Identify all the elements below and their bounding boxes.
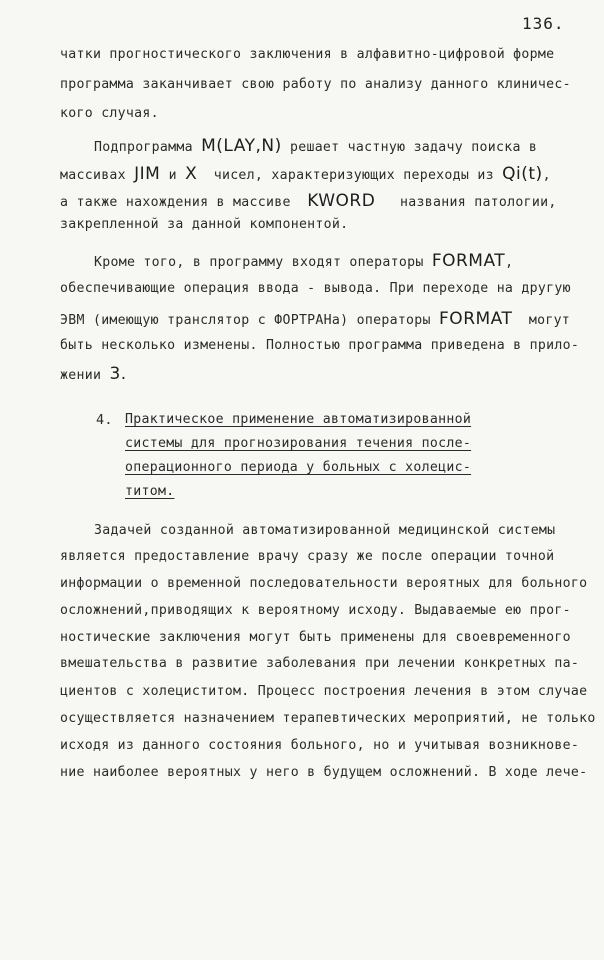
text-line: Подпрограмма M(LAY,N) решает частную задачу поиска в — [94, 136, 538, 156]
text-line: закрепленной за данной компонентой. — [60, 217, 349, 232]
handwritten-insert: FORMAT — [439, 309, 513, 329]
section-heading: операционного периода у больных с холецис- — [125, 460, 472, 475]
text-line: а также нахождения в массиве KWORD названия патологии, — [60, 191, 557, 211]
handwritten-insert: Qi(t) — [502, 164, 543, 184]
handwritten-insert: JIM — [134, 164, 161, 184]
text-line: быть несколько изменены. Полностью программа приведена в прило- — [60, 338, 580, 353]
handwritten-insert: FORMAT — [431, 251, 506, 271]
text-line: кого случая. — [60, 106, 159, 121]
text-line: обеспечивающие операция ввода - вывода. При переходе на другую — [60, 281, 571, 296]
text-line: программа заканчивает свою работу по анализу данного клиничес- — [60, 77, 571, 92]
section-heading: системы для прогнозирования течения после- — [125, 436, 472, 451]
text-line: осложнений,приводящих к вероятному исходу. Выдаваемые ею прог- — [60, 603, 571, 618]
section-heading: Практическое применение автоматизированной — [125, 412, 472, 427]
handwritten-insert: 3. — [109, 364, 127, 384]
text-line: ЭВМ (имеющую транслятор с ФОРТРАНа) операторы FORMAT могут — [60, 309, 571, 329]
section-heading: титом. — [125, 484, 175, 499]
text-line: жении 3. — [60, 364, 127, 384]
text-line: осуществляется назначением терапевтических мероприятий, не только — [60, 711, 596, 726]
text-line: Задачей созданной автоматизированной медицинской системы — [94, 523, 556, 538]
text-line: ностические заключения могут быть применены для своевременного — [60, 630, 571, 645]
handwritten-insert: KWORD — [307, 191, 376, 211]
text-line: массивах JIM и X чисел, характеризующих переходы из Qi(t), — [60, 164, 551, 184]
handwritten-insert: M(LAY,N) — [201, 136, 282, 156]
text-line: ние наиболее вероятных у него в будущем осложнений. В ходе лече- — [60, 765, 588, 780]
section-number: 4. — [96, 412, 113, 428]
text-line: циентов с холециститом. Процесс построения лечения в этом случае — [60, 684, 588, 699]
page-number: 136. — [522, 14, 565, 33]
text-line: информации о временной последовательности вероятных для больного — [60, 576, 588, 591]
text-line: вмешательства в развитие заболевания при лечении конкретных па- — [60, 656, 580, 671]
text-line: является предоставление врачу сразу же после операции точной — [60, 549, 555, 564]
text-line: чатки прогностического заключения в алфавитно-цифровой форме — [60, 47, 555, 62]
handwritten-insert: X — [185, 164, 198, 184]
text-line: исходя из данного состояния больного, но и учитывая возникнове- — [60, 738, 580, 753]
text-line: Кроме того, в программу входят операторы FORMAT, — [94, 251, 514, 271]
